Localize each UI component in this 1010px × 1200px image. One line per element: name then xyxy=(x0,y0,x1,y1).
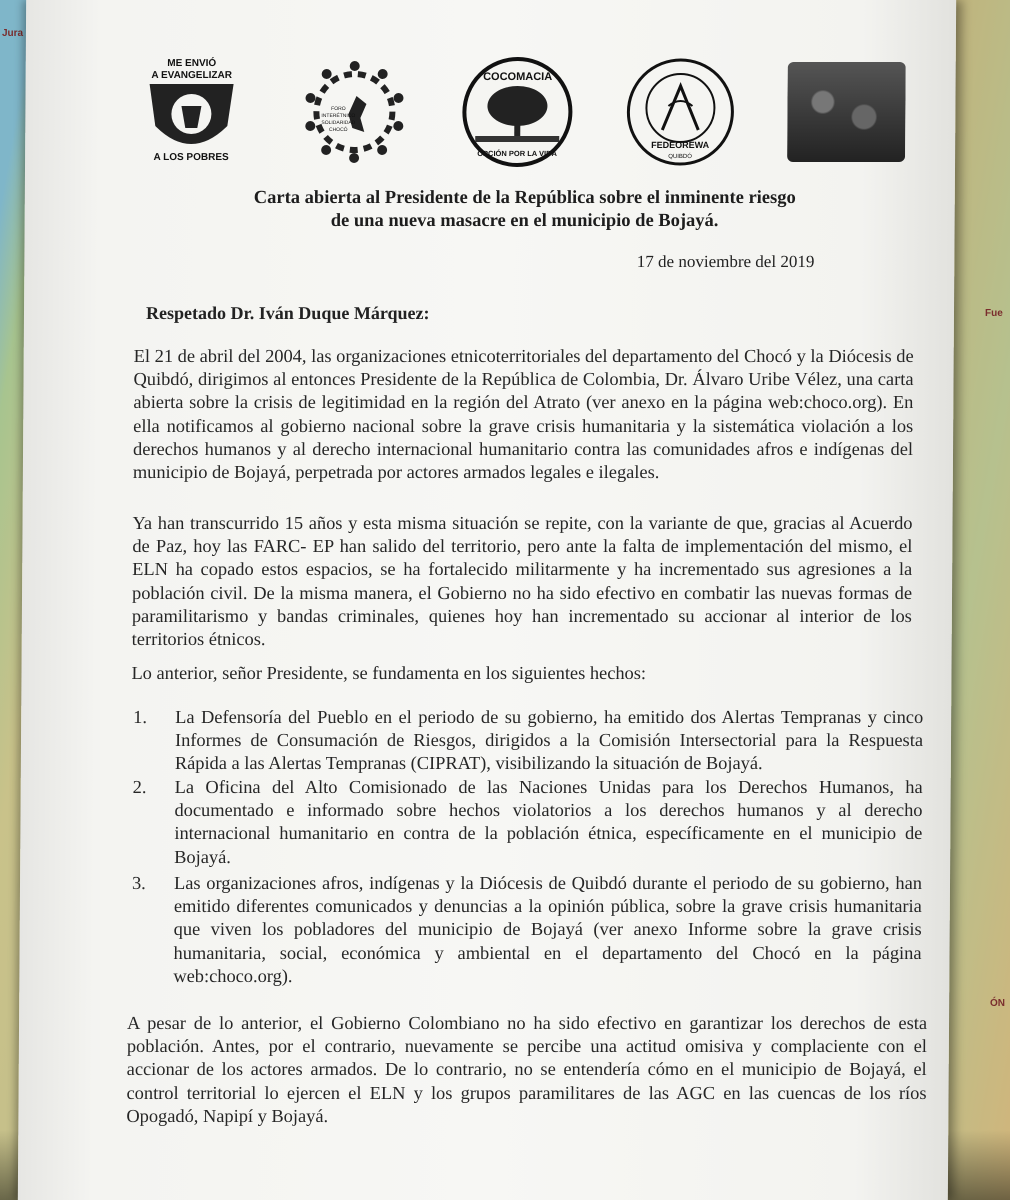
svg-text:A EVANGELIZAR: A EVANGELIZAR xyxy=(151,70,232,81)
cocomacia-logo xyxy=(461,56,574,168)
svg-text:FORO: FORO xyxy=(331,106,346,112)
logo-row xyxy=(135,52,906,172)
facts-list xyxy=(131,706,923,1012)
me-envio-logo xyxy=(135,56,248,168)
svg-text:INTERÉTNICO: INTERÉTNICO xyxy=(321,113,356,119)
svg-text:A LOS POBRES: A LOS POBRES xyxy=(153,152,229,163)
paragraph-4: A pesar de lo anterior, el Gobierno Colombiano no ha sido efectivo en garantizar los derechos de esta población. Antes, por el contrario, nuevamente se percibe una actitud omisiva y complaciente con el accionar de los actores armados. De lo contrario, no se entendería cómo en el municipio de Bojayá, el control territorial lo ejercen el ELN y los grupos paramilitares de las AGC en las cuencas de los ríos Opogadó, Napipí y Bojayá. xyxy=(126,1013,928,1126)
svg-text:OPCIÓN POR LA VIDA: OPCIÓN POR LA VIDA xyxy=(477,149,558,158)
map-label: Jura xyxy=(2,28,24,39)
list-item-text: La Defensoría del Pueblo en el periodo de su gobierno, ha emitido dos Alertas Tempranas y cinco Informes de Consumación de Riesgos, dirigidos a la Comisión Intersectorial para la Respuesta Rápida a las Alertas Tempranas (CIPRAT), visibilizando la situación de Bojayá. xyxy=(174,707,924,774)
map-label: ÓN xyxy=(990,998,1005,1009)
photo-logo xyxy=(787,62,906,162)
map-label: Fue xyxy=(985,308,1003,319)
svg-text:SOLIDARIDAD: SOLIDARIDAD xyxy=(321,120,356,126)
svg-text:CHOCÓ: CHOCÓ xyxy=(328,127,348,133)
title-line: de una nueva masacre en el municipio de Bojayá. xyxy=(330,211,719,231)
fedeorewa-logo xyxy=(624,56,737,168)
letter-paper xyxy=(18,0,956,1200)
title-line: Carta abierta al Presidente de la República sobre el inminente riesgo xyxy=(253,188,796,208)
list-item xyxy=(131,872,922,1012)
letter-date: 17 de noviembre del 2019 xyxy=(636,252,815,271)
list-item-text: La Oficina del Alto Comisionado de las Naciones Unidas para los Derechos Humanos, ha documentado e informado sobre hechos violatorios a los derechos humanos y al derecho internacional humanitario en contra de la población étnica, específicamente en el municipio de Bojayá. xyxy=(174,777,923,867)
greeting: Respetado Dr. Iván Duque Márquez: xyxy=(145,303,430,323)
svg-text:QUIBDÓ: QUIBDÓ xyxy=(668,154,692,160)
svg-text:ME ENVIÓ: ME ENVIÓ xyxy=(167,58,217,69)
svg-text:FEDEOREWA: FEDEOREWA xyxy=(651,140,710,150)
list-number: 2. xyxy=(132,777,147,797)
svg-text:COCOMACIA: COCOMACIA xyxy=(483,71,553,83)
list-number: 1. xyxy=(133,707,148,727)
list-item-text: Las organizaciones afros, indígenas y la Diócesis de Quibdó durante el periodo de su gobierno, han emitido diferentes comunicados y denuncias a la opinión pública, sobre la grave crisis humanitaria que viven los pobladores del municipio de Bojayá (ver anexo Informe sobre la grave crisis humanitaria, social, económica y ambiental en el departamento del Chocó en la página web:choco.org). xyxy=(173,873,923,986)
letter-title xyxy=(175,187,875,233)
paragraph-1: El 21 de abril del 2004, las organizaciones etnicoterritoriales del departamento del Chocó y la Diócesis de Quibdó, dirigimos al entonces Presidente de la República de Colombia, Dr. Álvaro Uribe Vélez, una carta abierta sobre la crisis de legitimidad en la región del Atrato (ver anexo en la página web:choco.org). En ella notificamos al gobierno nacional sobre la grave crisis humanitaria y la sistemática violación a los derechos humanos y al derecho internacional humanitario contra las comunidades afros e indígenas del municipio de Bojayá, perpetrada por actores armados legales e ilegales. xyxy=(132,346,914,483)
list-item xyxy=(132,776,923,870)
list-item xyxy=(133,706,923,776)
foro-logo xyxy=(298,56,411,168)
list-number: 3. xyxy=(131,873,146,893)
paragraph-2: Ya han transcurrido 15 años y esta misma situación se repite, con la variante de que, gracias al Acuerdo de Paz, hoy las FARC- EP han salido del territorio, pero ante la falta de implementación del mismo, el ELN ha copado estos espacios, se ha fortalecido militarmente y ha incrementado sus agresiones a la población civil. De la misma manera, el Gobierno no ha sido efectivo en combatir las nuevas formas de paramilitarismo y bandas criminales, quienes hoy han incrementado su accionar al interior de los territorios étnicos. xyxy=(131,513,913,650)
paragraph-3: Lo anterior, señor Presidente, se fundamenta en los siguientes hechos: xyxy=(131,663,647,683)
